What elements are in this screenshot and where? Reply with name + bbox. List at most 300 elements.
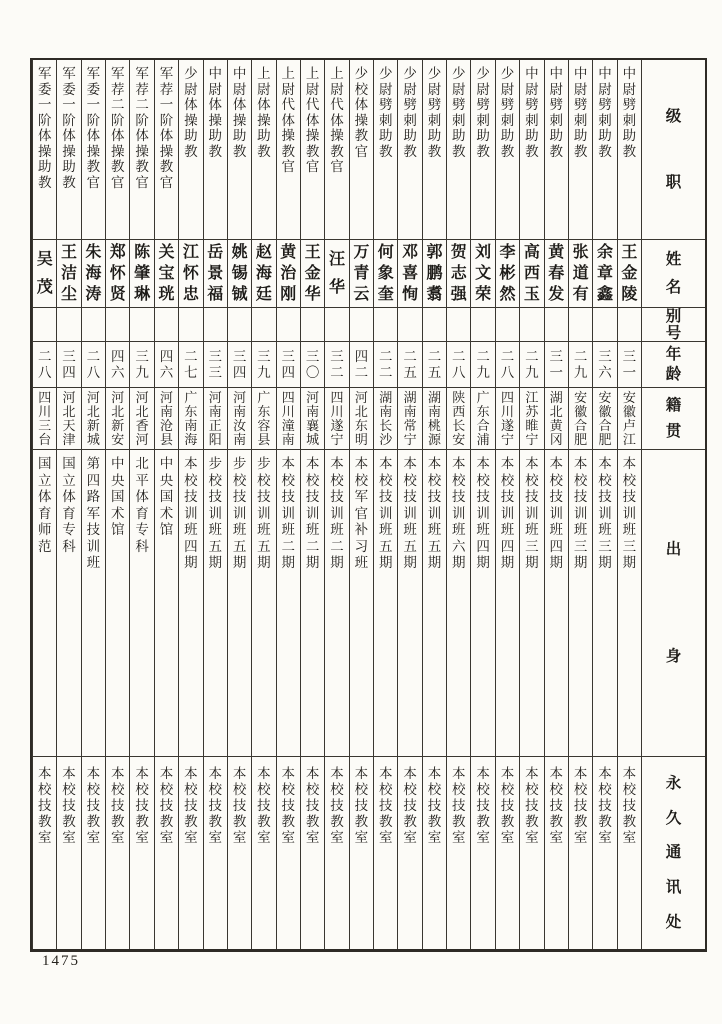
glyph: 官 bbox=[354, 505, 369, 521]
glyph: 期 bbox=[281, 555, 296, 570]
glyph: 操 bbox=[208, 112, 222, 128]
glyph: 技 bbox=[403, 798, 417, 813]
glyph: 代 bbox=[281, 97, 296, 112]
glyph: 肥 bbox=[598, 432, 612, 447]
glyph: 四 bbox=[111, 348, 125, 364]
glyph: 荐 bbox=[135, 81, 149, 97]
glyph: 五 bbox=[427, 538, 442, 554]
glyph: 高 bbox=[523, 244, 540, 261]
glyph: 校 bbox=[111, 782, 125, 797]
glyph: 技 bbox=[403, 489, 417, 504]
glyph: 本 bbox=[305, 456, 320, 471]
glyph: 班 bbox=[281, 522, 296, 537]
glyph: 安 bbox=[598, 390, 612, 405]
glyph: 期 bbox=[427, 555, 442, 570]
glyph: 校 bbox=[305, 472, 320, 488]
glyph: 期 bbox=[452, 555, 466, 570]
glyph: 馆 bbox=[159, 522, 174, 537]
glyph: 海 bbox=[255, 265, 272, 282]
glyph: 教 bbox=[111, 814, 125, 829]
glyph: 锡 bbox=[231, 265, 248, 282]
glyph: 教 bbox=[427, 814, 442, 829]
glyph: 室 bbox=[86, 830, 101, 845]
glyph: 岳 bbox=[207, 244, 224, 261]
glyph: 训 bbox=[86, 538, 101, 554]
glyph: 室 bbox=[378, 830, 393, 845]
glyph: 四 bbox=[500, 538, 515, 554]
glyph: 新 bbox=[86, 418, 100, 433]
glyph: 安 bbox=[574, 390, 588, 405]
glyph: 安 bbox=[622, 390, 636, 405]
glyph: 黄 bbox=[548, 244, 565, 261]
glyph: 劈 bbox=[500, 97, 515, 112]
cell-contact bbox=[569, 757, 592, 949]
glyph: 助 bbox=[184, 128, 198, 143]
cell-origin bbox=[179, 450, 202, 757]
glyph: 三 bbox=[525, 538, 539, 554]
glyph: 操 bbox=[330, 128, 344, 143]
glyph: 室 bbox=[37, 830, 52, 845]
glyph: 籍 bbox=[665, 397, 682, 414]
glyph: 教 bbox=[573, 143, 588, 159]
glyph: 徽 bbox=[598, 404, 612, 419]
glyph: 三 bbox=[573, 538, 588, 554]
glyph: 邓 bbox=[402, 244, 419, 261]
glyph: 校 bbox=[476, 782, 490, 797]
cell-native-place bbox=[155, 388, 178, 450]
glyph: 体 bbox=[232, 97, 247, 112]
glyph: 技 bbox=[622, 798, 637, 813]
glyph: 教 bbox=[378, 143, 393, 159]
person-column bbox=[251, 60, 275, 949]
glyph: 立 bbox=[37, 472, 52, 488]
glyph: 体 bbox=[86, 128, 101, 143]
glyph: 朱 bbox=[85, 244, 102, 261]
glyph: 少 bbox=[354, 66, 369, 81]
glyph: 班 bbox=[184, 522, 198, 537]
glyph: 本 bbox=[135, 766, 149, 781]
glyph: 北 bbox=[62, 404, 76, 419]
cell-native-place bbox=[252, 388, 275, 450]
glyph: 训 bbox=[330, 505, 344, 521]
glyph: 操 bbox=[159, 143, 174, 159]
glyph: 河 bbox=[86, 390, 100, 405]
glyph: 三 bbox=[622, 538, 637, 554]
cell-contact bbox=[33, 757, 56, 949]
glyph: 校 bbox=[305, 782, 320, 797]
glyph: 川 bbox=[330, 404, 344, 419]
glyph: 四 bbox=[354, 348, 369, 364]
glyph: 尉 bbox=[281, 81, 296, 97]
glyph: 一 bbox=[622, 364, 637, 380]
glyph: 班 bbox=[257, 522, 271, 537]
glyph: 室 bbox=[232, 830, 247, 845]
glyph: 三 bbox=[208, 348, 222, 364]
cell-rank bbox=[252, 60, 275, 240]
glyph: 操 bbox=[257, 112, 271, 128]
glyph: 少 bbox=[500, 66, 515, 81]
glyph: 四 bbox=[549, 538, 563, 554]
glyph: 合 bbox=[598, 418, 612, 433]
glyph: 南 bbox=[403, 404, 417, 419]
cell-contact bbox=[374, 757, 397, 949]
glyph: 川 bbox=[501, 404, 515, 419]
glyph: 河 bbox=[135, 390, 149, 405]
cell-age bbox=[350, 342, 373, 388]
glyph: 校 bbox=[622, 782, 637, 797]
glyph: 道 bbox=[572, 265, 589, 282]
glyph: 本 bbox=[184, 456, 198, 471]
glyph: 班 bbox=[403, 522, 417, 537]
glyph: 河 bbox=[159, 390, 173, 405]
cell-origin bbox=[423, 450, 446, 757]
glyph: 官 bbox=[354, 143, 369, 159]
glyph: 二 bbox=[305, 538, 320, 554]
glyph: 技 bbox=[598, 489, 612, 504]
glyph: 荐 bbox=[159, 81, 174, 97]
glyph: 怀 bbox=[109, 265, 126, 282]
cell-alias bbox=[520, 308, 543, 342]
glyph: 尉 bbox=[452, 81, 466, 97]
cell-age bbox=[496, 342, 519, 388]
glyph: 期 bbox=[622, 555, 637, 570]
cell-name bbox=[374, 240, 397, 308]
cell-name bbox=[57, 240, 80, 308]
glyph: 官 bbox=[159, 174, 174, 190]
glyph: 期 bbox=[573, 555, 588, 570]
cell-name bbox=[545, 240, 568, 308]
glyph: 校 bbox=[525, 472, 539, 488]
glyph: 技 bbox=[111, 798, 125, 813]
cell-native-place bbox=[350, 388, 373, 450]
glyph: 官 bbox=[305, 159, 320, 174]
glyph: 教 bbox=[135, 159, 149, 174]
glyph: 教 bbox=[622, 143, 637, 159]
glyph: 教 bbox=[62, 174, 76, 190]
glyph: 津 bbox=[62, 432, 76, 447]
glyph: 遂 bbox=[501, 418, 515, 433]
glyph: 校 bbox=[598, 782, 612, 797]
glyph: 校 bbox=[549, 782, 563, 797]
person-column bbox=[276, 60, 300, 949]
glyph: 室 bbox=[500, 830, 515, 845]
glyph: 技 bbox=[427, 489, 442, 504]
glyph: 校 bbox=[500, 782, 515, 797]
cell-contact bbox=[398, 757, 421, 949]
glyph: 教 bbox=[378, 814, 393, 829]
glyph: 教 bbox=[330, 143, 344, 159]
cell-alias bbox=[325, 308, 348, 342]
cell-alias bbox=[277, 308, 300, 342]
glyph: 香 bbox=[135, 418, 149, 433]
glyph: 本 bbox=[622, 766, 637, 781]
cell-native-place bbox=[301, 388, 324, 450]
glyph: 技 bbox=[330, 798, 344, 813]
glyph: 技 bbox=[476, 798, 490, 813]
cell-contact bbox=[350, 757, 373, 949]
glyph: 校 bbox=[476, 472, 490, 488]
glyph: 技 bbox=[598, 798, 612, 813]
glyph: 一 bbox=[37, 97, 52, 112]
cell-origin bbox=[593, 450, 616, 757]
glyph: 体 bbox=[37, 489, 52, 504]
glyph: 刘 bbox=[475, 244, 492, 261]
glyph: 教 bbox=[598, 143, 612, 159]
cell-name bbox=[325, 240, 348, 308]
glyph: 沧 bbox=[159, 418, 173, 433]
glyph: 三 bbox=[330, 348, 344, 364]
glyph: 治 bbox=[280, 265, 297, 282]
cell-native-place bbox=[569, 388, 592, 450]
glyph: 技 bbox=[257, 798, 271, 813]
cell-alias bbox=[179, 308, 202, 342]
glyph: 室 bbox=[281, 830, 296, 845]
glyph: 期 bbox=[208, 555, 222, 570]
glyph: 助 bbox=[573, 128, 588, 143]
glyph: 训 bbox=[378, 505, 393, 521]
glyph: 本 bbox=[208, 766, 222, 781]
glyph: 王 bbox=[304, 244, 321, 261]
glyph: 技 bbox=[281, 798, 296, 813]
glyph: 技 bbox=[525, 798, 539, 813]
cell-native-place bbox=[374, 388, 397, 450]
cell-native-place bbox=[618, 388, 641, 450]
cell-contact bbox=[155, 757, 178, 949]
glyph: 明 bbox=[354, 432, 368, 447]
glyph: 教 bbox=[62, 814, 76, 829]
cell-native-place bbox=[82, 388, 105, 450]
glyph: 出 bbox=[665, 540, 682, 558]
cell-name bbox=[277, 240, 300, 308]
glyph: 本 bbox=[305, 766, 320, 781]
glyph: 期 bbox=[378, 555, 393, 570]
cell-contact bbox=[520, 757, 543, 949]
glyph: 室 bbox=[476, 830, 490, 845]
glyph: 发 bbox=[548, 286, 565, 303]
glyph: 海 bbox=[85, 265, 102, 282]
glyph: 教 bbox=[281, 814, 296, 829]
glyph: 本 bbox=[598, 766, 612, 781]
glyph: 体 bbox=[62, 128, 76, 143]
glyph: 国 bbox=[37, 456, 52, 471]
glyph: 操 bbox=[86, 143, 101, 159]
glyph: 校 bbox=[330, 782, 344, 797]
glyph: 体 bbox=[135, 128, 149, 143]
glyph: 尉 bbox=[330, 81, 344, 97]
glyph: 训 bbox=[622, 505, 637, 521]
glyph: 三 bbox=[622, 348, 637, 364]
glyph: 助 bbox=[598, 128, 612, 143]
glyph: 班 bbox=[86, 555, 101, 570]
cell-origin bbox=[569, 450, 592, 757]
glyph: 阶 bbox=[86, 112, 101, 128]
glyph: 训 bbox=[305, 505, 320, 521]
glyph: 室 bbox=[208, 830, 222, 845]
glyph: 二 bbox=[111, 97, 125, 112]
glyph: 东 bbox=[257, 404, 271, 419]
glyph: 官 bbox=[86, 174, 101, 190]
glyph: 少 bbox=[403, 66, 417, 81]
glyph: 阶 bbox=[111, 112, 125, 128]
glyph: 操 bbox=[62, 143, 76, 159]
glyph: 二 bbox=[281, 538, 296, 554]
glyph: 校 bbox=[427, 782, 442, 797]
glyph: 教 bbox=[184, 143, 198, 159]
glyph: 劈 bbox=[622, 97, 637, 112]
glyph: 教 bbox=[159, 159, 174, 174]
cell-origin bbox=[496, 450, 519, 757]
glyph: 教 bbox=[500, 814, 515, 829]
glyph: 刺 bbox=[549, 112, 563, 128]
cell-origin bbox=[618, 450, 641, 757]
person-column bbox=[300, 60, 324, 949]
glyph: 汪 bbox=[329, 251, 346, 268]
glyph: 湖 bbox=[427, 390, 441, 405]
glyph: 刚 bbox=[280, 286, 297, 303]
cell-alias bbox=[398, 308, 421, 342]
glyph: 八 bbox=[452, 364, 466, 380]
glyph: 二 bbox=[378, 348, 393, 364]
glyph: 科 bbox=[62, 538, 76, 554]
glyph: 步 bbox=[208, 456, 222, 471]
glyph: 训 bbox=[208, 505, 222, 521]
cell-name bbox=[82, 240, 105, 308]
glyph: 体 bbox=[159, 128, 174, 143]
glyph: 体 bbox=[330, 112, 344, 128]
glyph: 八 bbox=[37, 364, 52, 380]
glyph: 路 bbox=[86, 489, 101, 504]
glyph: 期 bbox=[598, 555, 612, 570]
glyph: 校 bbox=[378, 782, 393, 797]
cell-name bbox=[228, 240, 251, 308]
glyph: 校 bbox=[257, 782, 271, 797]
cell-rank bbox=[569, 60, 592, 240]
glyph: 三 bbox=[208, 364, 222, 380]
glyph: 国 bbox=[159, 489, 174, 504]
glyph: 校 bbox=[354, 472, 369, 488]
glyph: 教 bbox=[549, 143, 563, 159]
header-age bbox=[642, 342, 705, 388]
glyph: 期 bbox=[525, 555, 539, 570]
glyph: 教 bbox=[403, 143, 417, 159]
cell-name bbox=[398, 240, 421, 308]
glyph: 河 bbox=[306, 390, 320, 405]
glyph: 二 bbox=[378, 364, 393, 380]
cell-name bbox=[130, 240, 153, 308]
glyph: 本 bbox=[330, 766, 344, 781]
glyph: 科 bbox=[135, 538, 149, 554]
glyph: 刺 bbox=[622, 112, 637, 128]
glyph: 校 bbox=[159, 782, 174, 797]
glyph: 合 bbox=[574, 418, 588, 433]
glyph: 二 bbox=[573, 348, 588, 364]
glyph: 北 bbox=[549, 404, 563, 419]
glyph: 校 bbox=[184, 782, 198, 797]
glyph: 长 bbox=[452, 418, 466, 433]
glyph: 本 bbox=[500, 456, 515, 471]
glyph: 委 bbox=[37, 81, 52, 97]
glyph: 奎 bbox=[377, 286, 394, 303]
cell-alias bbox=[252, 308, 275, 342]
glyph: 助 bbox=[37, 159, 52, 174]
glyph: 校 bbox=[257, 472, 271, 488]
glyph: 刺 bbox=[476, 112, 490, 128]
glyph: 县 bbox=[159, 432, 173, 447]
glyph: 黄 bbox=[549, 418, 563, 433]
glyph: 南 bbox=[208, 404, 222, 419]
glyph: 教 bbox=[86, 159, 101, 174]
glyph: 校 bbox=[452, 472, 466, 488]
cell-native-place bbox=[447, 388, 470, 450]
glyph: 二 bbox=[476, 348, 490, 364]
glyph: 六 bbox=[111, 364, 125, 380]
cell-age bbox=[325, 342, 348, 388]
glyph: 宁 bbox=[330, 432, 344, 447]
glyph: 本 bbox=[403, 456, 417, 471]
person-column bbox=[373, 60, 397, 949]
glyph: 尉 bbox=[427, 81, 442, 97]
glyph: 校 bbox=[622, 472, 637, 488]
cell-rank bbox=[277, 60, 300, 240]
cell-rank bbox=[33, 60, 56, 240]
cell-name bbox=[593, 240, 616, 308]
glyph: 国 bbox=[111, 489, 125, 504]
glyph: 本 bbox=[330, 456, 344, 471]
glyph: 二 bbox=[427, 348, 442, 364]
glyph: 期 bbox=[305, 555, 320, 570]
glyph: 湖 bbox=[549, 390, 563, 405]
glyph: 校 bbox=[500, 472, 515, 488]
glyph: 南 bbox=[159, 404, 173, 419]
glyph: 茂 bbox=[36, 279, 53, 296]
glyph: 体 bbox=[184, 97, 198, 112]
person-column bbox=[154, 60, 178, 949]
header-native-place bbox=[642, 388, 705, 450]
glyph: 室 bbox=[111, 830, 125, 845]
cell-age bbox=[33, 342, 56, 388]
glyph: 桃 bbox=[427, 418, 441, 433]
glyph: 助 bbox=[476, 128, 490, 143]
glyph: 万 bbox=[353, 244, 370, 261]
glyph: 南 bbox=[233, 432, 247, 447]
cell-native-place bbox=[423, 388, 446, 450]
glyph: 睢 bbox=[525, 418, 539, 433]
glyph: 校 bbox=[208, 472, 222, 488]
glyph: 九 bbox=[476, 364, 490, 380]
glyph: 师 bbox=[37, 522, 52, 537]
glyph: 贺 bbox=[450, 244, 467, 261]
glyph: 训 bbox=[549, 505, 563, 521]
glyph: 尉 bbox=[378, 81, 393, 97]
glyph: 教 bbox=[476, 143, 490, 159]
cell-native-place bbox=[204, 388, 227, 450]
glyph: 吴 bbox=[36, 251, 53, 268]
glyph: 四 bbox=[281, 364, 296, 380]
glyph: 永 bbox=[665, 774, 682, 792]
glyph: 刺 bbox=[403, 112, 417, 128]
glyph: 尉 bbox=[257, 81, 271, 97]
glyph: 河 bbox=[354, 390, 368, 405]
glyph: 校 bbox=[573, 782, 588, 797]
cell-age bbox=[374, 342, 397, 388]
glyph: 官 bbox=[330, 159, 344, 174]
glyph: 体 bbox=[111, 128, 125, 143]
glyph: 九 bbox=[525, 364, 539, 380]
person-column bbox=[544, 60, 568, 949]
glyph: 洁 bbox=[61, 265, 78, 282]
glyph: 操 bbox=[281, 128, 296, 143]
cell-name bbox=[155, 240, 178, 308]
